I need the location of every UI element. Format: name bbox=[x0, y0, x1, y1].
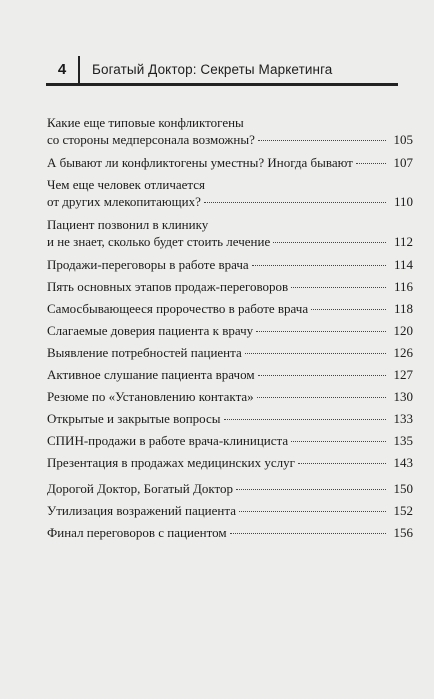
toc-entry-text: Финал переговоров с пациентом bbox=[47, 525, 227, 540]
toc-entry bbox=[47, 322, 413, 339]
toc-entry bbox=[47, 502, 413, 519]
leader-dots bbox=[230, 533, 386, 534]
toc-entry-text: А бывают ли конфликтогены уместны? Иногда бывают bbox=[47, 155, 353, 170]
toc-entry bbox=[47, 524, 413, 541]
leader-dots bbox=[258, 375, 386, 376]
toc-entry-text: Слагаемые доверия пациента к врачу bbox=[47, 323, 254, 338]
toc-entry-text: Пять основных этапов продаж-переговоров bbox=[47, 279, 289, 294]
leader-dots bbox=[273, 242, 386, 243]
leader-dots bbox=[245, 353, 386, 354]
leader-dots bbox=[256, 331, 386, 332]
toc-page-number: 112 bbox=[393, 234, 413, 249]
toc-entry bbox=[47, 410, 413, 427]
toc-entry-text: и не знает, сколько будет стоить лечение bbox=[47, 234, 271, 249]
toc-entry-text: Пациент позвонил в клинику bbox=[47, 217, 209, 232]
leader-dots bbox=[257, 397, 386, 398]
toc-entry-text: Утилизация возражений пациента bbox=[47, 503, 236, 518]
page-number: 4 bbox=[46, 56, 80, 83]
toc-page-number: 133 bbox=[393, 411, 413, 426]
toc-entry-text: Активное слушание пациента врачом bbox=[47, 367, 255, 382]
toc-entry bbox=[47, 176, 413, 210]
leader-dots bbox=[236, 489, 386, 490]
toc-entry bbox=[47, 216, 413, 250]
leader-dots bbox=[224, 419, 387, 420]
leader-dots bbox=[291, 441, 386, 442]
leader-dots bbox=[239, 511, 386, 512]
toc-page-number: 130 bbox=[393, 389, 413, 404]
leader-dots bbox=[298, 463, 386, 464]
leader-dots bbox=[258, 140, 386, 141]
toc-page-number: 127 bbox=[393, 367, 413, 382]
leader-dots bbox=[204, 202, 386, 203]
leader-dots bbox=[291, 287, 386, 288]
toc-page-number: 150 bbox=[393, 481, 413, 496]
toc-page-number: 152 bbox=[393, 503, 413, 518]
toc-entry-text: Резюме по «Установлению контакта» bbox=[47, 389, 254, 404]
toc-entry-text: Самосбывающееся пророчество в работе врача bbox=[47, 301, 309, 316]
toc-page-number: 156 bbox=[393, 525, 413, 540]
toc-entry-text: Чем еще человек отличается bbox=[47, 177, 205, 192]
toc-entry bbox=[47, 114, 413, 148]
toc-page-number: 105 bbox=[393, 132, 413, 147]
toc-page-number: 114 bbox=[393, 257, 413, 272]
toc-entry-text: Открытые и закрытые вопросы bbox=[47, 411, 221, 426]
toc-entry bbox=[47, 480, 413, 497]
toc-entry-text: СПИН-продажи в работе врача-клинициста bbox=[47, 433, 289, 448]
toc-page-number: 116 bbox=[393, 279, 413, 294]
toc-entry-text: Выявление потребностей пациента bbox=[47, 345, 242, 360]
running-title: Богатый Доктор: Секреты Маркетинга bbox=[92, 62, 333, 77]
toc-entry bbox=[47, 278, 413, 295]
toc-entry-text: Какие еще типовые конфликтогены bbox=[47, 115, 244, 130]
leader-dots bbox=[311, 309, 386, 310]
toc-entry bbox=[47, 388, 413, 405]
toc-entry bbox=[47, 300, 413, 317]
toc-entry-text: Презентация в продажах медицинских услуг bbox=[47, 455, 295, 470]
page-header bbox=[46, 56, 398, 86]
toc-page-number: 107 bbox=[393, 155, 413, 170]
toc-entry bbox=[47, 454, 413, 471]
toc-entry bbox=[47, 344, 413, 361]
toc-page-number: 135 bbox=[393, 433, 413, 448]
toc-page-number: 126 bbox=[393, 345, 413, 360]
toc-entry bbox=[47, 154, 413, 171]
toc-page-number: 120 bbox=[393, 323, 413, 338]
toc-entry-text: Продажи-переговоры в работе врача bbox=[47, 257, 249, 272]
toc-page-number: 143 bbox=[393, 455, 413, 470]
toc-entry bbox=[47, 256, 413, 273]
toc-page-number: 118 bbox=[393, 301, 413, 316]
leader-dots bbox=[252, 265, 386, 266]
toc-entry-text: со стороны медперсонала возможны? bbox=[47, 132, 255, 147]
toc-page-number: 110 bbox=[393, 194, 413, 209]
toc-entry bbox=[47, 366, 413, 383]
toc-entry bbox=[47, 432, 413, 449]
toc-entry-text: от других млекопитающих? bbox=[47, 194, 201, 209]
leader-dots bbox=[356, 163, 386, 164]
toc-entry-text: Дорогой Доктор, Богатый Доктор bbox=[47, 481, 233, 496]
